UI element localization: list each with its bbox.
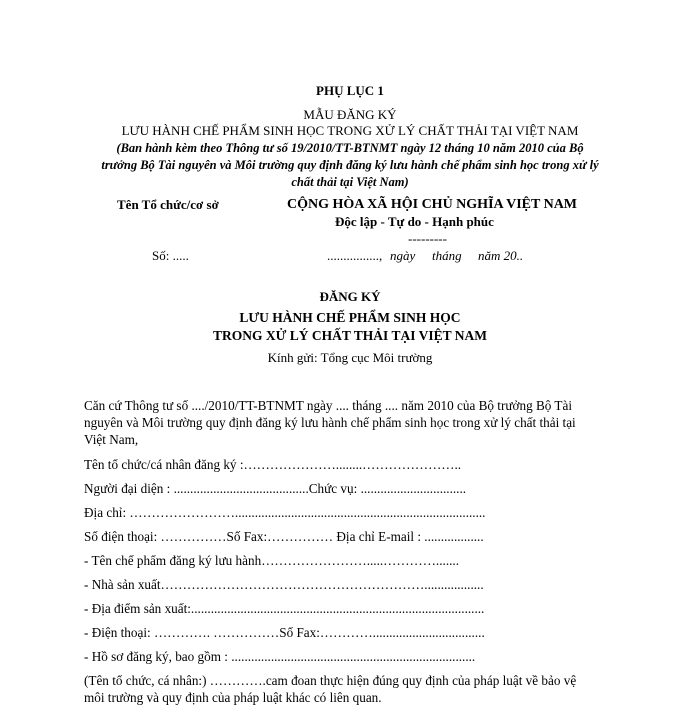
issuance-note-line2: trưởng Bộ Tài nguyên và Môi trường quy định đăng ký lưu hành chế phẩm sinh học trong xử lý	[101, 158, 599, 172]
field-representative: Người đại diện : .........................................Chức vụ: ................................	[84, 481, 467, 496]
registration-title: ĐĂNG KÝ	[319, 289, 381, 304]
commitment-line2: môi trường và quy định của pháp luật khác có liên quan.	[84, 690, 382, 705]
form-title: MẪU ĐĂNG KÝ	[303, 107, 397, 122]
issuance-note-line3: chất thải tại Việt Nam)	[291, 175, 409, 189]
field-phone-fax: - Điện thoại: …………. ……………Số Fax:…………..................................	[84, 625, 485, 640]
field-production-site: - Địa điểm sản xuất:.........................................................................................	[84, 601, 485, 616]
org-name-label: Tên Tổ chức/cơ sở	[117, 197, 219, 212]
national-motto: Độc lập - Tự do - Hạnh phúc	[335, 214, 494, 229]
issuance-note-line1: (Ban hành kèm theo Thông tư số 19/2010/TT-BTNMT ngày 12 tháng 10 năm 2010 của Bộ	[116, 141, 584, 155]
motto-separator: ---------	[408, 231, 447, 246]
legal-basis-line1: Căn cứ Thông tư số ..../2010/TT-BTNMT ngày .... tháng .... năm 2010 của Bộ trưởng Bộ Tài	[84, 398, 572, 413]
date-year: năm 20..	[478, 248, 524, 263]
legal-basis-line3: Việt Nam,	[84, 432, 139, 447]
form-subject: LƯU HÀNH CHẾ PHẨM SINH HỌC TRONG XỬ LÝ CHẤT THẢI TẠI VIỆT NAM	[121, 123, 579, 138]
registration-subtitle-line1: LƯU HÀNH CHẾ PHẨM SINH HỌC	[239, 310, 461, 325]
field-address: Địa chỉ: ……………………............................................................................	[84, 505, 486, 520]
field-contact: Số điện thoại: ……………Số Fax:…………… Địa chỉ E-mail : ..................	[84, 529, 484, 544]
recipient-line: Kính gửi: Tổng cục Môi trường	[267, 350, 433, 365]
registration-subtitle-line2: TRONG XỬ LÝ CHẤT THẢI TẠI VIỆT NAM	[213, 328, 487, 343]
field-dossier: - Hồ sơ đăng ký, bao gồm : ..........................................................................	[84, 649, 476, 664]
date-day: ngày	[390, 248, 416, 263]
appendix-label: PHỤ LỤC 1	[316, 83, 384, 98]
commitment-line1: (Tên tổ chức, cá nhân:) ………….cam đoan thực hiện đúng quy định của pháp luật về bảo vệ	[84, 673, 577, 688]
field-registrant-name: Tên tổ chức/cá nhân đăng ký :…………………........…………………..	[84, 457, 462, 472]
date-place-dots: ................,	[327, 248, 383, 263]
legal-basis-line2: nguyên và Môi trường quy định đăng ký lưu hành chế phẩm sinh học trong xử lý chất thải tại	[84, 415, 576, 430]
country-name: CỘNG HÒA XÃ HỘI CHỦ NGHĨA VIỆT NAM	[287, 197, 578, 212]
field-manufacturer: - Nhà sản xuất……………………………………………………..................	[84, 577, 484, 592]
date-month: tháng	[432, 248, 462, 263]
document-number: Số: .....	[152, 248, 189, 263]
field-product-name: - Tên chế phẩm đăng ký lưu hành…………………….....………….......	[84, 553, 460, 568]
